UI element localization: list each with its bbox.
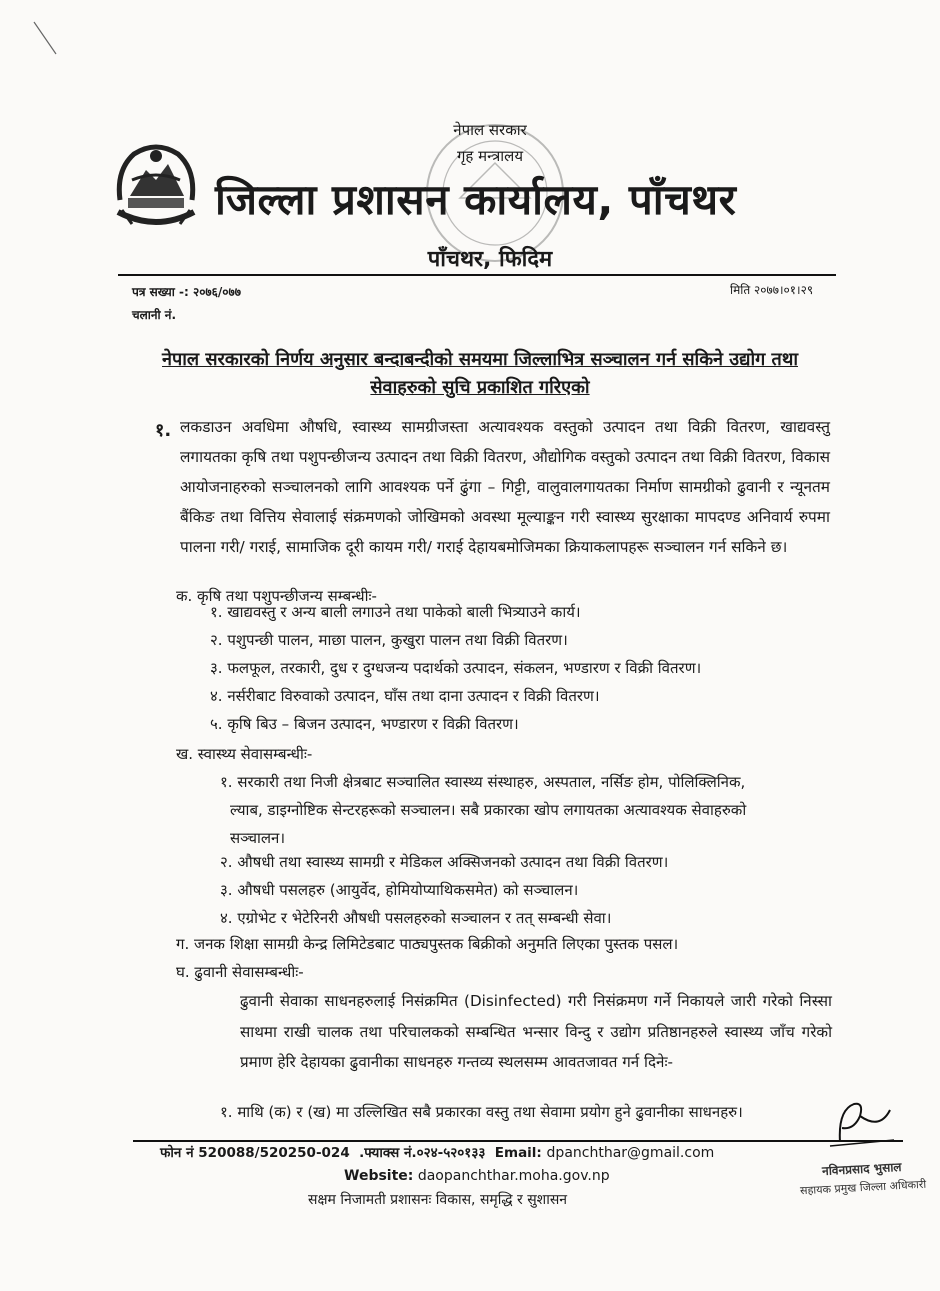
dispatch-number: चलानी नं. <box>132 308 177 322</box>
subject-line-2: सेवाहरुको सुचि प्रकाशित गरिएको <box>370 377 590 398</box>
footer-email: dpanchthar@gmail.com <box>546 1145 715 1161</box>
letter-date: मिति २०७७।०१।२९ <box>730 283 814 297</box>
ka-item-1: १. खाद्यवस्तु र अन्य बाली लगाउने तथा पाकेको बाली भित्र्याउने कार्य। <box>210 603 581 621</box>
gha-item-1: १. माथि (क) र (ख) मा उल्लिखित सबै प्रकारका वस्तु तथा सेवामा प्रयोग हुने ढुवानीका साधनहरु। <box>220 1103 743 1121</box>
ka-item-5: ५. कृषि बिउ – बिजन उत्पादन, भण्डारण र विक्री वितरण। <box>210 715 519 733</box>
footer-email-label: Email: <box>494 1145 542 1161</box>
footer-website: daopanchthar.moha.gov.np <box>417 1168 610 1184</box>
office-title: जिल्ला प्रशासन कार्यालय, पाँचथर <box>215 175 737 224</box>
kha-item-2: २. औषधी तथा स्वास्थ्य सामग्री र मेडिकल अक्सिजनको उत्पादन तथा विक्री वितरण। <box>220 853 669 871</box>
footer-divider <box>133 1140 903 1142</box>
ka-item-2: २. पशुपन्छी पालन, माछा पालन, कुखुरा पालन तथा विक्री वितरण। <box>210 631 568 649</box>
kha-item-3: ३. औषधी पसलहरु (आयुर्वेद, होमियोप्याथिकसमेत) को सञ्चालन। <box>220 881 579 899</box>
footer-website-line <box>344 1168 610 1184</box>
footer-contact-line <box>160 1143 714 1161</box>
kha-item-4: ४. एग्रोभेट र भेटेरिनरी औषधी पसलहरुको सञ्चालन र तत् सम्बन्धी सेवा। <box>220 909 612 927</box>
ka-item-3: ३. फलफूल, तरकारी, दुध र दुग्धजन्य पदार्थको उत्पादन, संकलन, भण्डारण र विक्री वितरण। <box>210 659 702 677</box>
subject-line-1: नेपाल सरकारको निर्णय अनुसार बन्दाबन्दीको समयमा जिल्लाभित्र सञ्चालन गर्न सकिने उद्योग तथा <box>162 349 798 370</box>
subject-heading <box>130 346 830 402</box>
header-divider <box>118 274 836 276</box>
kha-item-1-line-2: ल्याब, डाइग्नोष्टिक सेन्टरहरूको सञ्चालन। सबै प्रकारका खोप लगायतका अत्यावश्यक सेवाहरुको <box>230 801 747 819</box>
government-name: नेपाल सरकार <box>453 121 527 139</box>
section-ga: ग. जनक शिक्षा सामग्री केन्द्र लिमिटेडबाट पाठ्यपुस्तक बिक्रीको अनुमति लिएका पुस्तक पसल। <box>176 935 679 953</box>
footer-motto: सक्षम निजामती प्रशासनः विकास, समृद्धि र सुशासन <box>308 1192 568 1208</box>
ministry-name: गृह मन्त्रालय <box>456 147 524 165</box>
item-1-paragraph: लकडाउन अवधिमा औषधि, स्वास्थ्य सामग्रीजस्ता अत्यावश्यक वस्तुको उत्पादन तथा विक्री वितरण, खाद्यवस्तु लगायतका कृषि तथा पशुपन्छीजन्य उत्पादन तथा विक्री वितरण, औद्योगिक वस्तुको उत्पादन तथा विक्री वितरण, विकास आयोजनाहरुको सञ्चालनको लागि आवश्यक पर्ने ढुंगा – गिट्टी, वालुवालगायतका निर्माण सामग्रीको ढुवानी र न्यूनतम बैंकिङ तथा वित्तिय सेवालाई संक्रमणको जोखिमको अवस्था मूल्याङ्कन गरी स्वास्थ्य सुरक्षाका मापदण्ड अनिवार्य रुपमा पालना गरी/ गराई, सामाजिक दूरी कायम गरी/ गराई देहायबमोजिमका क्रियाकलापहरू सञ्चालन गर्न सकिने छ। <box>180 418 830 556</box>
footer-fax: .फ्याक्स नं.०२४-५२०१३३ <box>359 1145 486 1161</box>
gha-paragraph: ढुवानी सेवाका साधनहरुलाई निसंक्रमित (Disinfected) गरी निसंक्रमण गर्ने निकायले जारी गरेको निस्सा साथमा राखी चालक तथा परिचालकको सम्बन्धित भन्सार विन्दु र उद्योग प्रतिष्ठानहरुले स्वास्थ्य जाँच गरेको प्रमाण हेरि देहायका ढुवानीका साधनहरु गन्तव्य स्थलसम्म आवतजावत गर्न दिनेः- <box>240 992 832 1071</box>
item-1-number: १. <box>155 420 172 441</box>
footer-phone: फोन नं 520088/520250-024 <box>160 1145 350 1161</box>
kha-item-1-line-1: १. सरकारी तथा निजी क्षेत्रबाट सञ्चालित स्वास्थ्य संस्थाहरु, अस्पताल, नर्सिङ होम, पोलिक्लिनिक, <box>220 773 746 791</box>
signatory-title: सहायक प्रमुख जिल्ला अधिकारी <box>799 1177 927 1198</box>
section-kha-heading: ख. स्वास्थ्य सेवासम्बन्धीः- <box>176 745 313 763</box>
office-location: पाँचथर, फिदिम <box>427 247 553 272</box>
signatory-name: नविनप्रसाद भुसाल <box>821 1159 902 1179</box>
footer-website-label: Website: <box>344 1168 414 1184</box>
pen-mark-decoration <box>30 18 60 58</box>
ka-item-4: ४. नर्सरीबाट विरुवाको उत्पादन, घाँस तथा दाना उत्पादन र विक्री वितरण। <box>210 687 600 705</box>
kha-item-1-line-3: सञ्चालन। <box>230 829 286 847</box>
section-ka-heading: क. कृषि तथा पशुपन्छीजन्य सम्बन्धीः- <box>176 587 377 605</box>
section-gha-heading: घ. ढुवानी सेवासम्बन्धीः- <box>176 963 304 981</box>
letter-number: पत्र सख्या -: २०७६/०७७ <box>132 285 242 299</box>
